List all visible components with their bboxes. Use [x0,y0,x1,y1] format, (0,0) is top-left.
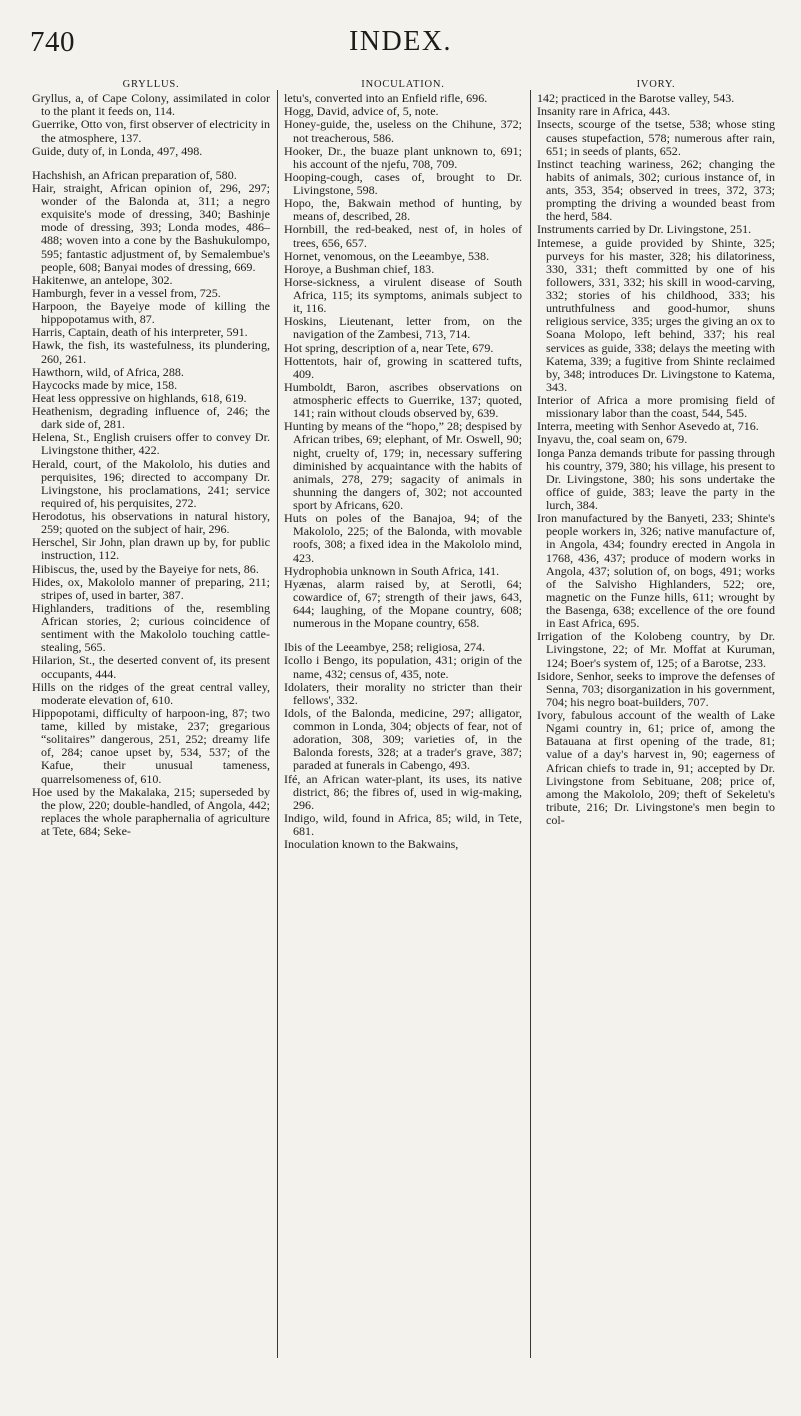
index-entry: Honey-guide, the, useless on the Chihune, 372; not treacherous, 586. [284,117,522,145]
index-entry: Interra, meeting with Senhor Asevedo at, 716. [537,419,759,434]
index-entry: Highlanders, traditions of the, resembling African stories, 2; curious coincidence of sentiment with the Makololo touching cattle-stealing, 565. [32,600,270,655]
index-entry: Hills on the ridges of the great central valley, moderate elevation of, 610. [32,679,270,707]
index-column-3 [537,78,775,827]
page-number: 740 [30,26,75,58]
index-entry: Ionga Panza demands tribute for passing through his country, 379, 380; his village, his present to Dr. Livingstone, 380; his sons undertake the office of guide, 383; leave the party in the lurch, 384. [537,445,775,512]
index-entry: Hornbill, the red-beaked, nest of, in holes of trees, 656, 657. [284,222,522,250]
index-entry: Horoye, a Bushman chief, 183. [284,261,435,276]
index-entry: Indigo, wild, found in Africa, 85; wild, in Tete, 681. [284,810,522,838]
index-entry: Hornet, venomous, on the Leeambye, 538. [284,248,490,263]
index-entry: Idolaters, their morality no stricter than their fellows', 332. [284,679,522,707]
index-entry: Hoskins, Lieutenant, letter from, on the navigation of the Zambesi, 713, 714. [284,314,522,342]
index-entry: Insects, scourge of the tsetse, 538; whose sting causes stupefaction, 578; numerous after rain, 651; in seeds of plants, 652. [537,117,775,158]
index-entry: Hachshish, an African preparation of, 580. [32,167,237,182]
index-entry: Hair, straight, African opinion of, 296, 297; wonder of the Balonda at, 311; a negro exquisite's mode of dressing, 340; Bashinje mode of dressing, 393; Londa modes, 486–488; woven into a cone by the Bashukulompo, 595; fantastic adjustment of, by Semalembue's people, 608; Banyai modes of dressing, 669. [32,180,270,274]
index-entry: Hoe used by the Makalaka, 215; superseded by the plow, 220; double-handled, of Angola, 442; replaces the whole paraphernalia of agriculture at Tete, 684; Seke- [32,784,270,838]
index-entry: Ibis of the Leeambye, 258; religiosa, 274. [284,640,486,655]
page-header [30,26,771,66]
index-entry: Harris, Captain, death of his interpreter, 591. [32,325,248,340]
index-entry: Horse-sickness, a virulent disease of South Africa, 115; its symptoms, animals subject to it, 116. [284,274,522,316]
index-entry: Helena, St., English cruisers offer to convey Dr. Livingstone thither, 422. [32,430,270,458]
index-entry: Hides, ox, Makololo manner of preparing, 211; stripes of, used in barter, 387. [32,574,270,602]
index-entry: Hogg, David, advice of, 5, note. [284,104,439,119]
index-entry: Intemese, a guide provided by Shinte, 325; purveys for his master, 328; his dilatoriness, 330, 331; theft committed by one of his followers, 331, 332; his skill in wood-carving, 332; stories of his childhood, 333; his untruthfulness and good-humor, shuns religious service, 335; urges the giving an ox to Soana Molopo, left behind, 337; his real services as guide, 338; delays the meeting with Katema, 339; a fugitive from Shinte reclaimed by, 348; introduces Dr. Livingstone to Katema, 343. [537,235,775,394]
index-entry: Hakitenwe, an antelope, 302. [32,272,173,287]
index-entry: Hawk, the fish, its wastefulness, its plundering, 260, 261. [32,338,270,366]
index-entry: Hamburgh, fever in a vessel from, 725. [32,285,221,300]
page-title: INDEX. [348,26,453,57]
index-entry: Icollo i Bengo, its population, 431; origin of the name, 432; census of, 435, note. [284,653,522,681]
index-entry: Instruments carried by Dr. Livingstone, 251. [537,222,752,237]
running-head: GRYLLUS. [122,79,180,90]
index-entry: Iron manufactured by the Banyeti, 233; Shinte's people workers in, 326; native manufacture of, in Angola, 434; foundry erected in Angola in 1768, 436, 437; produce of modern works in Angola, 437; solution of, on bogs, 491; works of the Salvisho Highlanders, 522; ore, magnetic on the Funze hills, 611; wrought by the Basenga, 638; excellence of the ore found in East Africa, 695. [537,511,775,631]
index-entry: Instinct teaching wariness, 262; changing the habits of animals, 302; curious instance of, in ants, 353, 354; observed in trees, 372, 373; prompting the driving a wounded beast from the herd, 584. [537,156,775,224]
index-entry: Ivory, fabulous account of the wealth of Lake Ngami country in, 61; price of, among the Batauana at first opening of the trade, 81; value of a day's harvest in, 90; eagerness of African chiefs to trade in, 91; accepted by Dr. Livingstone from Sebituane, 208; price of, among the Makololo, 209; theft of Sekeletu's tribute, 216; Dr. Livingstone's men begin to col- [537,708,775,827]
index-entry: Guide, duty of, in Londa, 497, 498. [32,143,203,158]
index-entry: Hunting by means of the “hopo,” 28; despised by African tribes, 69; elephant, of Mr. Oswell, 90; night, cruelty of, 179; in, necessary suffering diminished by acquaintance with the habits of animals, 278, 279; sagacity of animals in shunning the dangers of, 302; not accounted sport by Africans, 620. [284,419,522,512]
index-entry: Isidore, Senhor, seeks to improve the defenses of Senna, 703; disorganization in his government, 704; his negro boat-builders, 707. [537,668,775,709]
index-entry: Heat less oppressive on highlands, 618, 619. [32,390,247,405]
column-divider [277,90,278,1358]
index-entry: Hottentots, hair of, growing in scattered tufts, 409. [284,353,522,381]
index-entry: Gryllus, a, of Cape Colony, assimilated in color to the plant it feeds on, 114. [32,91,270,119]
index-entry: Interior of Africa a more promising field of missionary labor than the coast, 544, 545. [537,393,775,421]
index-entry: Hooping-cough, cases of, brought to Dr. Livingstone, 598. [284,169,522,197]
index-entry: Herodotus, his observations in natural history, 259; quoted on the subject of hair, 296. [32,509,270,537]
index-entry: Guerrike, Otto von, first observer of electricity in the atmosphere, 137. [32,117,270,145]
running-head: IVORY. [636,79,676,90]
index-entry: letu's, converted into an Enfield rifle, 696. [284,91,488,106]
index-entry: Hibiscus, the, used by the Bayeiye for nets, 86. [32,561,259,576]
index-entry: Idols, of the Balonda, medicine, 297; alligator, common in Londa, 304; objects of fear, not of adoration, 308, 309; varieties of, in the Balonda forests, 328; at a trader's grave, 387; paraded at funerals in Cabengo, 493. [284,705,522,773]
index-column-2 [284,78,522,851]
index-entry: Haycocks made by mice, 158. [32,377,178,392]
index-entry: Hydrophobia unknown in South Africa, 141. [284,563,500,578]
index-entry: Insanity rare in Africa, 443. [537,104,671,119]
index-entry: Heathenism, degrading influence of, 246; the dark side of, 281. [32,404,270,432]
index-entry: Humboldt, Baron, ascribes observations on atmospheric effects to Guerrike, 137; quoted, 141; rain without clouds observed by, 639. [284,379,522,421]
index-entry: Hopo, the, Bakwain method of hunting, by means of, described, 28. [284,196,522,224]
index-entry: Harpoon, the Bayeiye mode of killing the hippopotamus with, 87. [32,299,270,327]
index-entry: Irrigation of the Kolobeng country, by Dr. Livingstone, 22; of Mr. Moffat at Kuruman, 124; Boer's system of, 125; of a Barotse, 233. [537,629,775,670]
running-head: INOCULATION. [361,79,445,90]
index-entry: Hot spring, description of a, near Tete, 679. [284,340,494,355]
index-entry: 142; practiced in the Barotse valley, 543. [537,91,735,106]
column-divider [530,90,531,1358]
index-column-1 [32,78,270,838]
index-entry: Inoculation known to the Bakwains, [284,837,459,852]
index-entry: Ifé, an African water-plant, its uses, its native district, 86; the fibres of, used in wig-making, 296. [284,771,522,812]
index-entry: Hilarion, St., the deserted convent of, its present occupants, 444. [32,653,270,681]
index-entry: Hippopotami, difficulty of harpoon-ing, 87; two tame, killed by mistake, 237; gregarious “solitaires” dangerous, 251, 252; dreamy life of, 284; canoe upset by, 534, 537; of the Kafue, their unusual tameness, quarrelsomeness of, 610. [32,705,270,786]
index-entry: Inyavu, the, coal seam on, 679. [537,432,688,447]
index-entry: Herald, court, of the Makololo, his duties and perquisites, 196; directed to accompany Dr. Livingstone, his proclamations, 241; service required of, his perquisites, 272. [32,456,270,510]
index-entry: Hawthorn, wild, of Africa, 288. [32,364,184,379]
index-entry: Hyænas, alarm raised by, at Serotli, 64; cowardice of, 67; strength of their jaws, 643, 644; laughing, of the Mopane country, 608; numerous in the Mopane country, 658. [284,576,522,631]
index-entry: Hooker, Dr., the buaze plant unknown to, 691; his account of the njefu, 708, 709. [284,143,522,171]
index-entry: Huts on poles of the Banajoa, 94; of the Makololo, 225; of the Balonda, with movable roofs, 308; a fixed idea in the Makololo mind, 423. [284,511,522,565]
index-entry: Herschel, Sir John, plan drawn up by, for public instruction, 112. [32,535,270,563]
